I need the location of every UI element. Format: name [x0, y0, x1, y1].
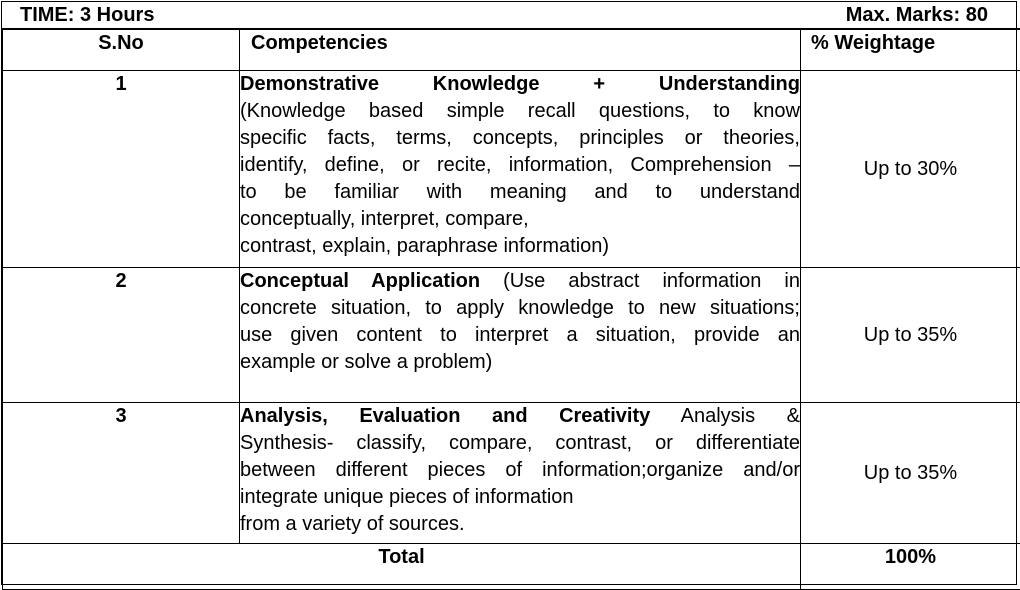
description-line: contrast, explain, paraphrase information) [240, 235, 610, 257]
table-header-row [3, 30, 1020, 71]
row-number: 2 [3, 268, 240, 403]
weightage-value: Up to 35% [801, 403, 1020, 544]
description-line: to be familiar with meaning and to understand [240, 181, 800, 203]
time-label: TIME: 3 Hours [20, 4, 155, 26]
row-number: 3 [3, 403, 240, 544]
description-line: from a variety of sources. [240, 513, 465, 535]
description-line: specific facts, terms, concepts, principles or theories, [240, 127, 800, 149]
competencies-table [2, 29, 1020, 590]
total-label: Total [3, 544, 801, 590]
max-marks-label: Max. Marks: 80 [845, 4, 988, 26]
competency-title: Analysis, Evaluation and Creativity [240, 405, 651, 427]
description-first-line [240, 403, 800, 430]
competency-title: Demonstrative Knowledge + Understanding [240, 73, 800, 95]
description-first-line [240, 268, 800, 295]
column-header-weightage: % Weightage [801, 30, 1020, 71]
competency-description [240, 268, 801, 403]
weightage-value: Up to 30% [801, 71, 1020, 268]
description-line: identify, define, or recite, information, Comprehension – [240, 154, 800, 176]
description-line: concrete situation, to apply knowledge to new situations; [240, 297, 800, 319]
competency-description [240, 403, 801, 544]
description-text: (Use abstract information in [480, 270, 800, 292]
table-row [3, 268, 1020, 403]
description-text: Analysis & [650, 405, 800, 427]
description-line: between different pieces of information;organize and/or [240, 459, 800, 481]
column-header-competencies: Competencies [240, 30, 801, 71]
table-row [3, 71, 1020, 268]
description-line: conceptually, interpret, compare, [240, 208, 529, 230]
description-line: integrate unique pieces of information [240, 486, 574, 508]
description-line: Synthesis- classify, compare, contrast, or differentiate [240, 432, 800, 454]
table-row [3, 403, 1020, 544]
total-value: 100% [801, 544, 1020, 590]
description-line: (Knowledge based simple recall questions, to know [240, 100, 800, 122]
total-row [3, 544, 1020, 590]
description-line: example or solve a problem) [240, 351, 493, 373]
exam-header [2, 2, 1020, 29]
document-frame [1, 1, 1017, 585]
description-line: use given content to interpret a situation, provide an [240, 324, 800, 346]
row-number: 1 [3, 71, 240, 268]
weightage-value: Up to 35% [801, 268, 1020, 403]
column-header-sno: S.No [3, 30, 240, 71]
competency-title: Conceptual Application [240, 270, 481, 292]
competency-description [240, 71, 801, 268]
